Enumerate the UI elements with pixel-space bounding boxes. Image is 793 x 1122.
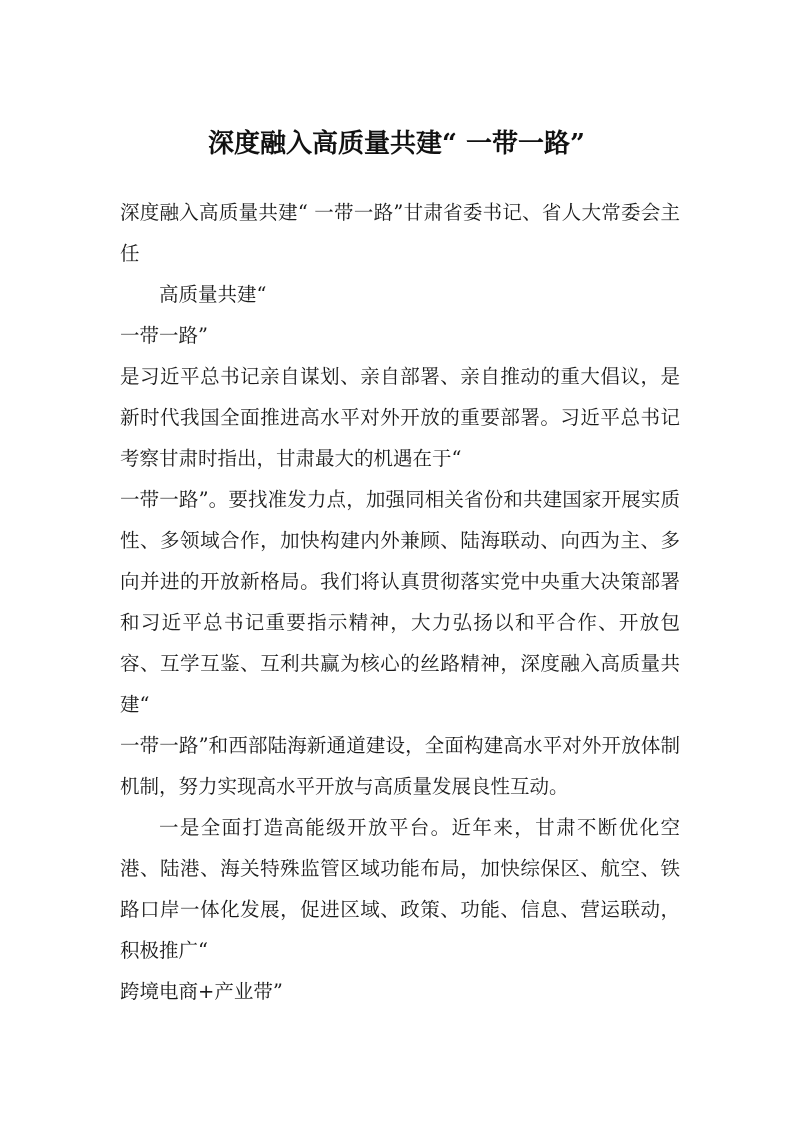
paragraph-6: 一带一路”和西部陆海新通道建设，全面构建高水平对外开放体制机制，努力实现高水平开放与高质量发展良性互动。 xyxy=(120,734,680,798)
paragraph-2: 高质量共建“ xyxy=(159,283,267,306)
paragraph-1: 深度融入高质量共建“ 一带一路”甘肃省委书记、省人大常委会主任 xyxy=(120,201,680,265)
paragraph-8: 跨境电商+产业带” xyxy=(120,980,283,1003)
paragraph-3: 一带一路” xyxy=(120,324,208,347)
document-body xyxy=(120,192,680,1012)
paragraph-5: 一带一路”。要找准发力点，加强同相关省份和共建国家开展实质性、多领域合作，加快构建内外兼顾、陆海联动、向西为主、多向并进的开放新格局。我们将认真贯彻落实党中央重大决策部署和习近平总书记重要指示精神，大力弘扬以和平合作、开放包容、互学互鉴、互利共赢为核心的丝路精神，深度融入高质量共建“ xyxy=(120,488,680,716)
paragraph-7: 一是全面打造高能级开放平台。近年来，甘肃不断优化空港、陆港、海关特殊监管区域功能布局，加快综保区、航空、铁路口岸一体化发展，促进区域、政策、功能、信息、营运联动，积极推广“ xyxy=(120,816,680,962)
document-title: 深度融入高质量共建“ 一带一路” xyxy=(208,129,585,159)
paragraph-4: 是习近平总书记亲自谋划、亲自部署、亲自推动的重大倡议，是新时代我国全面推进高水平对外开放的重要部署。习近平总书记考察甘肃时指出，甘肃最大的机遇在于“ xyxy=(120,365,680,470)
